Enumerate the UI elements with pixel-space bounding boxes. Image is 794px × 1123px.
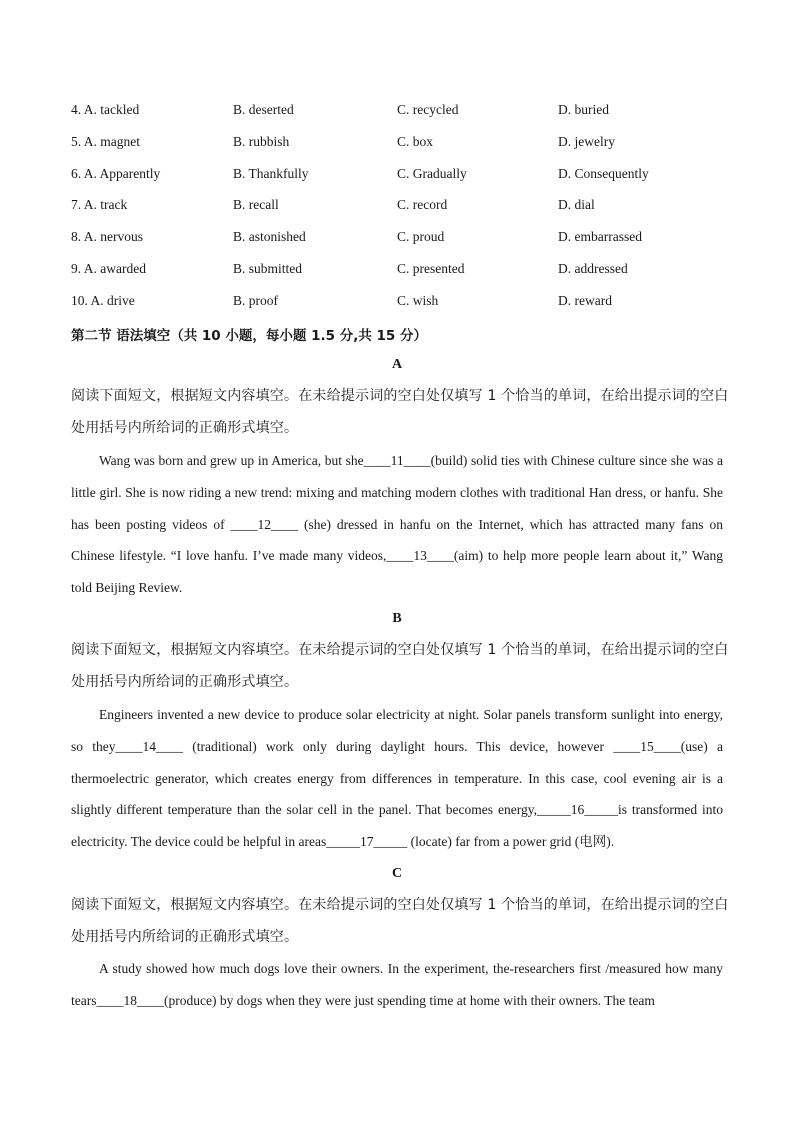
option-d: D. reward <box>558 292 612 308</box>
section-c-instruction: 阅读下面短文，根据短文内容填空。在未给提示词的空白处仅填写 1 个恰当的单词，在给出提示词的空白处用括号内所给词的正确形式填空。 <box>71 897 729 945</box>
option-c: C. box <box>397 133 434 149</box>
section-c-passage: A study showed how much dogs love their owners. In the experiment, the-researchers first /measured how many tears____18____(produce) by dogs when they were just spending time at home with their owners. The team <box>71 961 723 1008</box>
section-a-passage: Wang was born and grew up in America, but she____11____(build) solid ties with Chinese culture since she was a little girl. She is now riding a new trend: mixing and matching modern clothes with traditional Han dress, or hanfu. She has been posting videos of ____12____ (she) dressed in hanfu on the Internet, which has attracted many fans on Chinese lifestyle. “I love hanfu. I’ve made many videos,____13____(aim) to help more people learn about it,” Wang told Beijing Review. <box>71 453 723 596</box>
option-a: 7. A. track <box>71 197 128 213</box>
option-row-5 <box>71 134 731 166</box>
option-d: D. embarrassed <box>558 229 642 245</box>
option-c: C. recycled <box>397 102 459 117</box>
option-c: C. Gradually <box>397 165 467 181</box>
option-a: 10. A. drive <box>71 292 135 308</box>
option-row-8 <box>71 229 731 261</box>
option-c: C. presented <box>397 260 465 276</box>
option-b: B. proof <box>233 292 278 308</box>
option-row-10 <box>71 293 731 325</box>
option-row-7 <box>71 197 731 229</box>
option-a: 5. A. magnet <box>71 133 140 149</box>
section-letter-c: C <box>391 866 403 881</box>
section-a-instruction: 阅读下面短文，根据短文内容填空。在未给提示词的空白处仅填写 1 个恰当的单词，在给出提示词的空白处用括号内所给词的正确形式填空。 <box>71 388 729 436</box>
option-a: 4. A. tackled <box>71 102 140 117</box>
option-b: B. submitted <box>233 260 303 276</box>
option-b: B. astonished <box>233 229 306 245</box>
option-row-9 <box>71 261 731 293</box>
option-d: D. buried <box>558 102 609 117</box>
option-a: 9. A. awarded <box>71 260 146 276</box>
option-row-4 <box>71 102 731 134</box>
options-table <box>71 102 731 325</box>
section-b-instruction: 阅读下面短文，根据短文内容填空。在未给提示词的空白处仅填写 1 个恰当的单词，在给出提示词的空白处用括号内所给词的正确形式填空。 <box>71 642 729 690</box>
option-d: D. addressed <box>558 260 628 276</box>
section-letter-a: A <box>391 357 403 372</box>
option-b: B. deserted <box>233 102 294 117</box>
option-d: D. Consequently <box>558 165 649 181</box>
option-b: B. rubbish <box>233 133 290 149</box>
option-b: B. recall <box>233 197 279 213</box>
option-a: 6. A. Apparently <box>71 165 161 181</box>
option-row-6 <box>71 166 731 198</box>
option-a: 8. A. nervous <box>71 229 143 245</box>
option-c: C. proud <box>397 229 445 245</box>
option-b: B. Thankfully <box>233 165 309 181</box>
section-b-passage: Engineers invented a new device to produce solar electricity at night. Solar panels transform sunlight into energy, so they____14____ (traditional) work only during daylight hours. This device, however ____15____(use) a thermoelectric generator, which creates energy from differences in temperature. In this case, cool evening air is a slightly different temperature than the solar cell in the panel. That becomes energy,_____16_____is transformed into electricity. The device could be helpful in areas_____17_____ (locate) far from a power grid (电网). <box>71 707 723 850</box>
option-d: D. dial <box>558 197 595 213</box>
section-title: 第二节 语法填空（共 10 小题，每小题 1.5 分,共 15 分） <box>71 328 428 344</box>
option-d: D. jewelry <box>558 133 615 149</box>
option-c: C. wish <box>397 292 439 308</box>
section-letter-b: B <box>392 611 402 626</box>
option-c: C. record <box>397 197 448 213</box>
